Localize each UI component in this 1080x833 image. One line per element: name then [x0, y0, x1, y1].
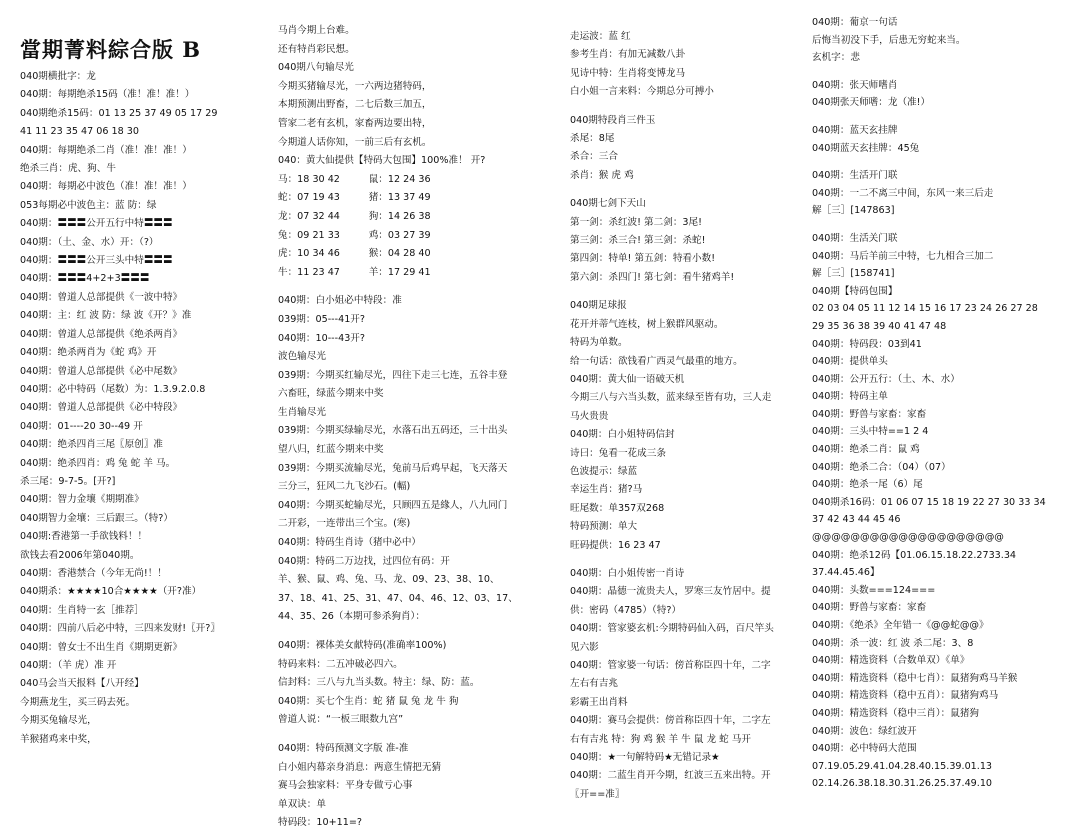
text-line: 单双诀：单 — [278, 798, 326, 810]
text-line: 生肖输尽光 — [278, 406, 326, 418]
text-line: 040马会当天报料【八开经】 — [20, 678, 144, 690]
text-line: 040期：生活关门联 — [812, 232, 898, 244]
text-line: 玄机字：悲 — [812, 52, 860, 64]
text-line: 040期：马后羊前三中特，七九相合三加二 — [812, 250, 994, 262]
text-line: 蛇：07 19 43 猪：13 37 49 — [278, 192, 431, 204]
text-line: 040期张天师嗜：龙（准!） — [812, 97, 931, 109]
text-line: 040期：01----20 30--49 开 — [20, 420, 143, 432]
text-line: 第一剑：杀红波! 第二剑：3尾! — [570, 216, 702, 228]
text-line: 040期：绝杀四肖三尾〖原创〗准 — [20, 439, 164, 451]
text-line: 白小姐一言来料：今期总分可搏小 — [570, 86, 714, 98]
spacer — [570, 555, 810, 565]
text-line: 040期横批字：龙 — [20, 71, 96, 82]
text-line: 040期：管家婆玄机:今期特码仙入码，百尺竿头 — [570, 623, 774, 635]
text-line: 040期：一二不离三中间，东风一来三后走 — [812, 187, 994, 199]
text-line: 040期七剑下天山 — [570, 198, 646, 210]
text-line: 第四剑：特单! 第五剑：特看小数! — [570, 253, 716, 265]
text-line: 040期：头数===124=== — [812, 584, 936, 596]
text-line: 马火贵贵 — [570, 410, 609, 422]
text-line: 见诗中特：生肖将变博龙马 — [570, 67, 686, 79]
text-line: 旺码提供：16 23 47 — [570, 539, 661, 551]
text-line: 望八归，红蓝今期来中奖 — [278, 444, 384, 456]
text-line: 第六剑：杀四门! 第七剑：看牛猪鸡羊! — [570, 271, 735, 283]
text-line: 040期：赛马会提供：傍首称臣四十年，二字左 — [570, 715, 771, 727]
text-line: @@@@@@@@@@@@@@@@@@@@ — [812, 532, 1004, 544]
spacer — [570, 185, 810, 195]
text-line: 特码为单数。 — [570, 337, 628, 349]
text-line: 040期：每期绝杀二肖（准！准！准！） — [20, 144, 192, 156]
spacer — [278, 282, 550, 292]
text-line: 三分三，狂风二九飞沙石。(輻) — [278, 481, 411, 493]
text-line: 040期：绝杀一尾（6）尾 — [812, 479, 923, 491]
text-line: 色波提示：绿蓝 — [570, 465, 638, 477]
text-line: 040期：特码二万边找，过四位有码：开 — [278, 555, 450, 567]
text-line: 供：密码（4785）（特?） — [570, 604, 682, 616]
text-line: 040期：黄大仙一语破天机 — [570, 373, 685, 385]
text-line: 040期：买七个生肖：蛇 猪 鼠 兔 龙 牛 狗 — [278, 695, 459, 707]
text-line: 37、18、41、25、31、47、04、46、12、03、17、 — [278, 592, 518, 604]
text-line: 040期：三头中特==1 2 4 — [812, 426, 929, 438]
text-line: 本期预测出野畜，二七后数三加五， — [278, 99, 432, 111]
text-line: 040期：特码段：03到41 — [812, 338, 922, 350]
text-line: 波色输尽光 — [278, 351, 326, 363]
text-line: 龙：07 32 44 狗：14 26 38 — [278, 210, 431, 222]
text-line: 040期：白小姐传密一肖诗 — [570, 567, 685, 579]
text-line: 〖开==准〗 — [570, 788, 625, 800]
text-line: 040期：张天师嗜肖 — [812, 79, 898, 91]
text-line: 后悔当初没下手，后患无穷蛇来当。 — [812, 34, 966, 46]
spacer — [812, 67, 1074, 77]
text-line: 特码预测：单大 — [570, 521, 638, 533]
text-line: 040期：四前八后必中特，三四来发财!〖开?〗 — [20, 623, 220, 635]
text-line: 41 11 23 35 47 06 18 30 — [20, 126, 140, 138]
text-line: 040期：杀一波：红 波 杀二尾：3、8 — [812, 637, 974, 649]
text-line: 兔：09 21 33 鸡：03 27 39 — [278, 229, 431, 241]
text-line: 040期：二蓝生肖开今期，红波三五来出特。开 — [570, 770, 771, 782]
text-line: 040期：生活开门联 — [812, 170, 898, 182]
text-line: 信封料：三八与九当头数。特主：绿、防：蓝。 — [278, 677, 480, 689]
text-line: 040期:香港第一手欲钱料！！ — [20, 531, 148, 543]
text-line: 040期：曾道人总部提供《必中尾数》 — [20, 365, 183, 377]
text-line: 040期：10---43开? — [278, 332, 365, 344]
text-line: 虎：10 34 46 猴：04 28 40 — [278, 248, 431, 260]
text-line: 今期买猪输尽光，一六两边猪特码， — [278, 80, 432, 92]
page-title: 當期菁料綜合版 B — [20, 37, 202, 62]
text-line: 040期【特码包围】 — [812, 285, 898, 297]
text-line: 040期：精选资料（稳中七肖）：鼠猪狗鸡马羊猴 — [812, 672, 1018, 684]
text-line: 040期：主：红 波 防：绿 波《开？》准 — [20, 310, 192, 322]
text-line: 040期：〓〓〓公开三头中特〓〓〓 — [20, 255, 173, 267]
text-line: 040期杀：★★★★10合★★★★（开?准） — [20, 586, 202, 598]
text-line: 今期道人话你知，一前三后有玄机。 — [278, 136, 432, 148]
spacer — [812, 157, 1074, 167]
text-line: 053每期必中波色主：蓝 防：绿 — [20, 199, 157, 211]
text-line: 039期：今期买流输尽光，兔前马后鸡早起，飞天落天 — [278, 462, 508, 474]
text-line: 040期：葡京一句话 — [812, 17, 898, 28]
text-line: 羊猴猪鸡来中奖， — [20, 733, 97, 745]
text-line: 今期三八与六当头数，蓝来绿至皆有功，三人走 — [570, 392, 772, 404]
text-line: 杀三尾：9-7-5。[开?] — [20, 475, 116, 487]
column-4 — [812, 14, 1074, 790]
column-1 — [20, 36, 270, 800]
text-line: 杀肖：猴 虎 鸡 — [570, 169, 634, 181]
text-line: 039期：今期买绿输尽光，水落石出五码还，三十出头 — [278, 425, 508, 437]
text-line: 幸运生肖：猪?马 — [570, 484, 643, 496]
spacer — [278, 627, 550, 637]
text-line: 040期蓝天玄挂牌：45兔 — [812, 142, 920, 154]
text-line: 040期：白小姐必中特段：准 — [278, 295, 402, 307]
text-line: 杀合：三合 — [570, 151, 618, 163]
text-line: 040期：〓〓〓4+2+3〓〓〓 — [20, 273, 150, 285]
text-line: 040期杀16码：01 06 07 15 18 19 22 27 30 33 34 — [812, 496, 1046, 508]
text-line: 040期：精选资料（稳中三肖）：鼠猪狗 — [812, 707, 980, 719]
text-line: 040期：绝杀二合：（04）（07） — [812, 461, 951, 473]
text-line: 040期：精选资料（合数单双）《单》 — [812, 655, 970, 667]
text-line: 特码来料：二五冲破必四六。 — [278, 658, 403, 670]
spacer — [570, 287, 810, 297]
text-line: 绝杀三肖：虎、狗、牛 — [20, 163, 116, 175]
spacer — [812, 112, 1074, 122]
text-line: 040期特段肖三件玉 — [570, 114, 656, 126]
text-line: 040期：波色：绿红波开 — [812, 725, 917, 737]
text-line: 040期：香港禁合（今年无尚!！！ — [20, 567, 167, 579]
text-line: 马：18 30 42 鼠：12 24 36 — [278, 173, 431, 185]
text-line: 040期：曾道人总部提供《绝杀两肖》 — [20, 328, 183, 340]
text-line: 040期：白小姐特码信封 — [570, 429, 675, 441]
text-line: 040期：智力金壤《期期准》 — [20, 494, 144, 506]
text-line: 040期：（羊 虎）准 开 — [20, 660, 117, 671]
text-line: 040期：曾道人总部提供《必中特段》 — [20, 402, 183, 414]
text-line: 040期：每期必中波色（准！准！准！） — [20, 181, 192, 193]
text-line: 040期：生肖特一玄［推荐］ — [20, 604, 144, 616]
text-line: 今期燕龙生，买三码去死。 — [20, 696, 136, 708]
text-line: 040期：绝杀二肖：鼠 鸡 — [812, 444, 920, 456]
text-line: 040期智力金壤：三后跟三。（特?） — [20, 512, 173, 524]
text-line: 赛马会独家料：平身专做亏心事 — [278, 780, 413, 792]
text-line: 040期：公开五行：（土、木、水） — [812, 373, 960, 385]
text-line: 040期绝杀15码：01 13 25 37 49 05 17 29 — [20, 107, 218, 119]
text-line: 040期：必中特码大范围 — [812, 743, 917, 755]
text-line: 44、35、26（本期可参杀狗肖）： — [278, 611, 425, 623]
text-line: 040期：（土、金、水）开：（?） — [20, 236, 159, 248]
column-2 — [278, 22, 550, 829]
text-line: 040期：管家婆一句话：傍首称臣四十年，二字 — [570, 660, 771, 671]
text-line: 37.44.45.46】 — [812, 567, 880, 579]
text-line: 二开彩，一连带出三个宝。(寒) — [278, 518, 411, 530]
text-line: 040期：野兽与家畜：家畜 — [812, 602, 927, 614]
text-line: 曾道人说：“一板三眼数九宫” — [278, 714, 404, 726]
text-line: 29 35 36 38 39 40 41 47 48 — [812, 320, 947, 332]
text-line: 040期：每期绝杀15码（准！准！准！） — [20, 89, 195, 101]
text-line: 040期足球报 — [570, 300, 627, 312]
text-line: 040期：裸体美女献特码(准确率100%) — [278, 640, 447, 651]
text-line: 039期：05---41开? — [278, 313, 365, 325]
text-line: 特码段：10+11=? — [278, 817, 362, 829]
text-line: 040期：蓝天玄挂牌 — [812, 124, 898, 136]
text-line: 第三剑：杀三合! 第三剑：杀蛇! — [570, 235, 706, 247]
text-line: 右有吉兆 特：狗 鸡 猴 羊 牛 鼠 龙 蛇 马开 — [570, 733, 751, 745]
text-line: 040期：绝杀两肖为《蛇 鸡》开 — [20, 347, 157, 359]
text-line: 02.14.26.38.18.30.31.26.25.37.49.10 — [812, 778, 993, 790]
text-line: 见六影 — [570, 641, 599, 653]
text-line: 欲钱去看2006年第040期。 — [20, 549, 140, 561]
text-line: 040期：必中特码（尾数）为：1.3.9.2.0.8 — [20, 383, 206, 395]
text-line: 040期：晶德一流贵夫人，罗寒三友竹居中。提 — [570, 586, 771, 598]
text-line: 六畜旺，绿蓝今期来中奖 — [278, 388, 384, 400]
text-line: 040期：提供单头 — [812, 356, 888, 368]
text-line: 040期：绝杀12码【01.06.15.18.22.2733.34 — [812, 549, 1017, 561]
column-3 — [570, 28, 810, 800]
text-line: 花开并蒂气连枝，树上猴群风驱动。 — [570, 318, 724, 330]
text-line: 040期：特码预测文字版 准-准 — [278, 742, 409, 754]
text-line: 今期买兔输尽光， — [20, 715, 97, 727]
text-line: 02 03 04 05 11 12 14 15 16 17 23 24 26 27 28 — [812, 303, 1038, 315]
text-line: 解［三］[158741] — [812, 268, 895, 280]
text-line: 解［三］[147863] — [812, 205, 895, 217]
text-line: 参考生肖：有加无减数八卦 — [570, 49, 686, 61]
spacer — [570, 102, 810, 112]
text-line: 040期：曾女士不出生肖《期期更新》 — [20, 641, 183, 653]
text-line: 彩霸王出肖料 — [570, 696, 628, 708]
column-1-lines — [20, 68, 270, 749]
text-line: 马肖今期上台难。 — [278, 25, 355, 36]
text-line: 040：黄大仙提供【特码大包围】100%准！ 开? — [278, 155, 486, 167]
text-line: 040期：特码生肖诗（猪中必中） — [278, 537, 422, 549]
text-line: 040期：特码主单 — [812, 391, 888, 403]
text-line: 左右有吉兆 — [570, 678, 618, 690]
spacer — [812, 220, 1074, 230]
spacer — [278, 730, 550, 740]
text-line: 040期：绝杀四肖：鸡 兔 蛇 羊 马。 — [20, 457, 176, 469]
text-line: 走运波：蓝 红 — [570, 31, 631, 42]
text-line: 040期：今期买蛇输尽光，只顾四五是緣人，八九同门 — [278, 499, 508, 511]
text-line: 039期：今期买红输尽光，四往下走三七连，五谷丰登 — [278, 369, 508, 381]
text-line: 040期：《绝杀》全年错一《@@蛇@@》 — [812, 620, 989, 631]
text-line: 旺尾数：单357双268 — [570, 502, 665, 514]
text-line: 羊、猴、鼠、鸡、兔、马、龙、09、23、38、10、 — [278, 574, 500, 586]
text-line: 040期：曾道人总部提供《一波中特》 — [20, 291, 183, 303]
text-line: 040期：〓〓〓公开五行中特〓〓〓 — [20, 218, 173, 230]
text-line: 管家二老有玄机，家畜两边要出特， — [278, 117, 432, 129]
text-line: 040期八句输尽光 — [278, 62, 354, 74]
text-line: 还有特肖彩民想。 — [278, 43, 355, 55]
text-line: 040期：精选资料（稳中五肖）：鼠猪狗鸡马 — [812, 690, 999, 702]
text-line: 040期：★一句解特码★无错记录★ — [570, 752, 720, 764]
text-line: 37 42 43 44 45 46 — [812, 514, 901, 526]
text-line: 040期：野兽与家畜：家畜 — [812, 408, 927, 420]
text-line: 诗曰：兔看一花成三条 — [570, 447, 666, 459]
text-line: 牛：11 23 47 羊：17 29 41 — [278, 266, 431, 278]
text-line: 杀尾：8尾 — [570, 133, 615, 145]
text-line: 07.19.05.29.41.04.28.40.15.39.01.13 — [812, 760, 993, 772]
text-line: 给一句话：欲钱看广西灵气最重的地方。 — [570, 355, 743, 367]
text-line: 白小姐内幕亲身消息：两意生情把无猜 — [278, 761, 442, 773]
